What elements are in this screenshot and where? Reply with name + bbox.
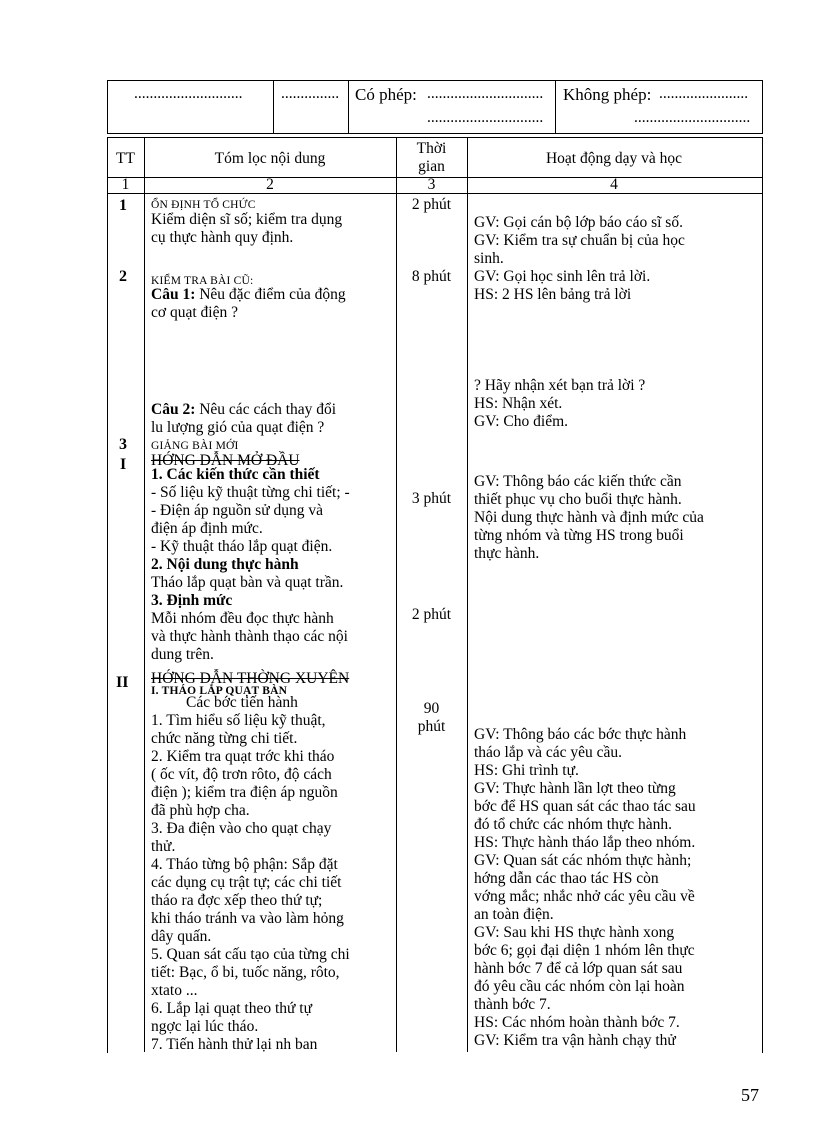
activity-line: GV: Thông báo các bớc thực hành — [474, 726, 687, 743]
header-summary: Tóm lọc nội dung — [214, 150, 326, 167]
activity-line: GV: Quan sát các nhóm thực hành; — [474, 852, 692, 869]
attendance-cell-present — [349, 81, 556, 133]
opening-guide-title: HỚNG DẪN MỞ ĐẦU — [151, 452, 300, 469]
review-q1-line-2: cơ quạt điện ? — [151, 304, 238, 321]
activity-line: HS: Thực hành tháo lắp theo nhóm. — [474, 834, 696, 851]
column-divider-1 — [144, 137, 145, 1052]
attendance-cell-absent — [556, 81, 762, 133]
step-5-line-2: tiết: Bạc, ổ bi, tuốc năng, rôto, — [151, 964, 340, 981]
norm-heading: 3. Định mức — [151, 592, 233, 609]
review-q2-line-2: lu lượng gió của quạt điện ? — [151, 419, 325, 436]
activity-line: GV: Sau khi HS thực hành xong — [474, 924, 675, 941]
step-5-line-3: xtato ... — [151, 982, 198, 999]
time-stabilize: 2 phút — [411, 196, 452, 213]
regular-guide-title: HỚNG DẪN THỜNG XUYÊN — [151, 670, 350, 687]
row-number-1: 1 — [119, 197, 127, 214]
activity-line: Nội dung thực hành và định mức của — [474, 509, 704, 526]
header-time-2: gian — [418, 158, 445, 175]
activity-line: GV: Kiểm tra sự chuẩn bị của học — [474, 232, 685, 249]
step-4-line-2: các dụng cụ trật tự; các chi tiết — [151, 874, 342, 891]
q1-label: Câu 1: — [151, 286, 196, 303]
not-permitted-dots-1: ....................... — [659, 85, 749, 102]
step-3-line-2: thử. — [151, 838, 176, 855]
review-q1-line-1 — [151, 286, 346, 304]
step-3-line-1: 3. Đa điện vào cho quạt chạy — [151, 820, 332, 837]
activity-line: đó tổ chức các nhóm thực hành. — [474, 816, 673, 833]
step-2-line-4: đã phù hợp cha. — [151, 802, 250, 819]
activity-line: HS: 2 HS lên bảng trả lời — [474, 286, 632, 303]
colnum-2: 2 — [266, 176, 274, 193]
q2-label: Câu 2: — [151, 401, 196, 418]
step-5-line-1: 5. Quan sát cấu tạo của từng chi — [151, 946, 350, 963]
permitted-dots-2: .............................. — [427, 109, 544, 126]
practice-content-line: Tháo lắp quạt bàn và quạt trần. — [151, 574, 344, 591]
section-stabilize-title: ỔN ĐỊNH TỔ CHỨC — [151, 199, 256, 211]
step-4-line-4: khi tháo tránh va vào làm hỏng — [151, 910, 344, 927]
step-7-line-1: 7. Tiến hành thử lại nh ban — [151, 1036, 318, 1053]
activity-line: HS: Nhận xét. — [474, 395, 563, 412]
step-6-line-2: ngợc lại lúc tháo. — [151, 1018, 259, 1035]
attendance-cell-1 — [108, 81, 274, 133]
activity-line: GV: Gọi cán bộ lớp báo cáo sĩ số. — [474, 214, 683, 231]
activity-line: sinh. — [474, 250, 504, 267]
activity-line: GV: Gọi học sinh lên trả lời. — [474, 268, 651, 285]
step-4-line-5: dây quấn. — [151, 928, 212, 945]
norm-line-2: và thực hành thành thạo các nội — [151, 628, 348, 645]
activity-line: tháo lắp và các yêu cầu. — [474, 744, 623, 761]
page-number: 57 — [741, 1085, 759, 1105]
header-activity: Hoạt động dạy và học — [545, 150, 683, 167]
knowledge-line-2: - Điện áp nguồn sử dụng và — [151, 502, 323, 519]
activity-line: GV: Kiểm tra vận hành chạy thử — [474, 1032, 676, 1049]
attendance-cell-2 — [274, 81, 349, 133]
activity-line: ? Hãy nhận xét bạn trả lời ? — [474, 377, 646, 394]
step-6-line-1: 6. Lắp lại quạt theo thứ tự — [151, 1000, 313, 1017]
row-number-2: 2 — [119, 268, 127, 285]
activity-line: HS: Các nhóm hoàn thành bớc 7. — [474, 1014, 680, 1031]
knowledge-line-4: - Kỹ thuật tháo lắp quạt điện. — [151, 538, 333, 555]
time-practice-2: phút — [417, 718, 446, 735]
attendance-dots-2: ............... — [281, 85, 340, 102]
step-1-line-2: chức năng từng chi tiết. — [151, 730, 298, 747]
steps-heading: Các bớc tiến hành — [186, 694, 298, 711]
activity-line: thiết phục vụ cho buổi thực hành. — [474, 491, 682, 508]
q2-text: Nêu các cách thay đổi — [195, 401, 337, 418]
time-practice-1: 90 — [423, 700, 440, 717]
activity-line: an toàn điện. — [474, 906, 554, 923]
step-2-line-1: 2. Kiểm tra quạt trớc khi tháo — [151, 748, 335, 765]
permitted-dots-1: .............................. — [427, 85, 544, 102]
activity-line: hớng dẫn các thao tác HS còn — [474, 870, 659, 887]
section-new-lesson-title: GIẢNG BÀI MỚI — [151, 440, 239, 452]
step-2-line-3: điện ); kiểm tra điện áp nguồn — [151, 784, 338, 801]
activity-line: thành bớc 7. — [474, 996, 551, 1013]
time-opening: 3 phút — [411, 490, 452, 507]
activity-line: GV: Thông báo các kiến thức cần — [474, 473, 682, 490]
knowledge-line-1: - Số liệu kỹ thuật từng chi tiết; - — [151, 484, 350, 501]
header-tt: TT — [116, 150, 135, 167]
activity-line: hành bớc 7 để cả lớp quan sát sau — [474, 960, 683, 977]
activity-line: GV: Thực hành lần lợt theo từng — [474, 780, 676, 797]
knowledge-line-3: điện áp định mức. — [151, 520, 263, 537]
fan-disassembly-title: I. THÁO LẮP QUẠT BÀN — [151, 685, 288, 697]
norm-line-1: Mỗi nhóm đều đọc thực hành — [151, 610, 334, 627]
activity-line: bớc để HS quan sát các thao tác sau — [474, 798, 696, 815]
row-number-II: II — [116, 674, 129, 691]
attendance-table — [107, 80, 763, 134]
stabilize-line-1: Kiểm diện sĩ số; kiểm tra dụng — [151, 211, 343, 228]
activity-line: HS: Ghi trình tự. — [474, 762, 579, 779]
step-2-line-2: ( ốc vít, độ trơn rôto, độ cách — [151, 766, 332, 783]
column-divider-3 — [467, 137, 468, 1052]
stabilize-line-2: cụ thực hành quy định. — [151, 229, 294, 246]
permitted-label: Có phép: — [355, 85, 417, 104]
colnum-1: 1 — [121, 176, 130, 193]
time-review: 8 phút — [411, 268, 452, 285]
activity-line: thực hành. — [474, 545, 540, 562]
activity-line: GV: Cho điểm. — [474, 413, 568, 430]
colnum-3: 3 — [427, 176, 436, 193]
attendance-dots-1: ............................ — [134, 85, 243, 102]
not-permitted-label: Không phép: — [563, 85, 652, 104]
header-time-1: Thời — [416, 140, 447, 157]
activity-line: đó yêu cầu các nhóm còn lại hoàn — [474, 978, 685, 995]
step-4-line-1: 4. Tháo từng bộ phận: Sắp đặt — [151, 856, 338, 873]
colnum-4: 4 — [610, 176, 618, 193]
row-number-I: I — [120, 456, 127, 473]
activity-line: bớc 6; gọi đại diện 1 nhóm lên thực — [474, 942, 695, 959]
knowledge-heading: 1. Các kiến thức cần thiết — [151, 466, 320, 483]
q1-text: Nêu đặc điểm của động — [195, 286, 346, 303]
section-review-title: KIỂM TRA BÀI CŨ: — [151, 275, 254, 287]
step-1-line-1: 1. Tìm hiểu số liệu kỹ thuật, — [151, 712, 326, 729]
step-4-line-3: tháo ra đợc xếp theo thứ tự; — [151, 892, 323, 909]
activity-line: từng nhóm và từng HS trong buổi — [474, 527, 684, 544]
activity-line: vớng mắc; nhắc nhở các yêu cầu về — [474, 888, 695, 905]
not-permitted-dots-2: .............................. — [634, 109, 751, 126]
norm-line-3: dung trên. — [151, 646, 214, 663]
practice-content-heading: 2. Nội dung thực hành — [151, 556, 299, 573]
time-norm: 2 phút — [411, 606, 452, 623]
row-number-3: 3 — [119, 436, 127, 453]
review-q2-line-1 — [151, 401, 336, 419]
